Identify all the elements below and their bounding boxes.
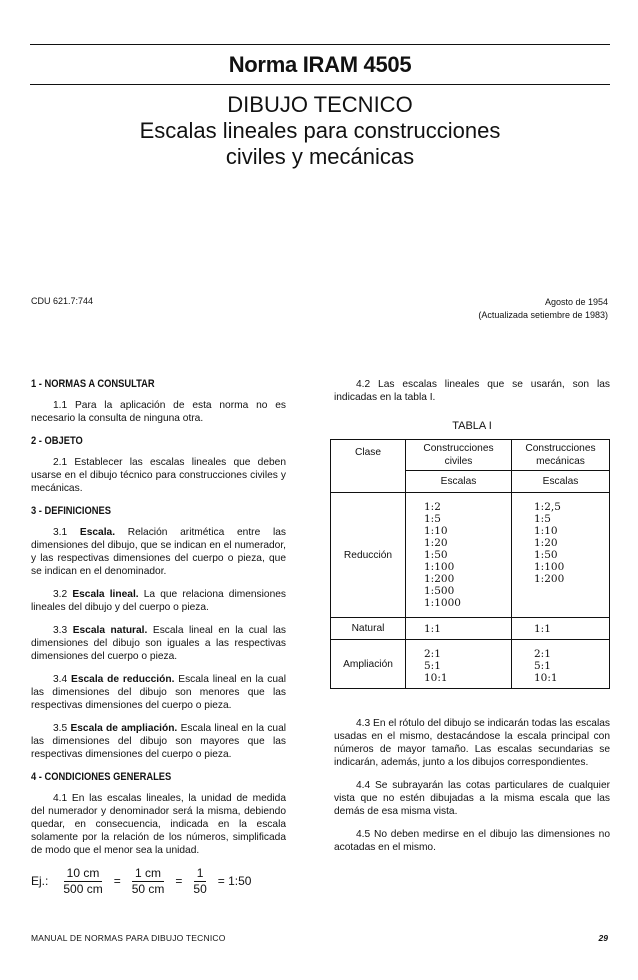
table-title: TABLA I — [452, 420, 492, 432]
definition-term: Escala. — [79, 527, 116, 538]
row-civiles-values — [406, 618, 512, 640]
definition-text: Escala lineal en la cual las dimensiones del dibujo son menores que las respectivas dimensiones del cuerpo o pieza. — [31, 674, 286, 711]
equals-sign: = — [175, 874, 183, 888]
scale-value: 1:5 — [534, 513, 551, 525]
scale-value: 1:50 — [534, 549, 558, 561]
example-result: = 1:50 — [217, 874, 252, 888]
scale-value: 1:200 — [424, 573, 455, 585]
scale-value: 10:1 — [534, 672, 558, 684]
scale-value: 2:1 — [424, 648, 441, 660]
page-number: 29 — [598, 933, 608, 943]
fraction-numerator: 10 cm — [64, 867, 103, 882]
norma-title: Norma IRAM 4505 — [228, 52, 412, 77]
definition-text: Escala lineal en la cual las dimensiones del dibujo son mayores que las respectivas dimensiones del cuerpo o pieza. — [31, 723, 287, 760]
table-header-row — [331, 440, 610, 471]
title-line-2: Escalas lineales para construcciones — [139, 118, 501, 143]
definition-3-4 — [31, 673, 286, 712]
paragraph-4-4: 4.4 Se subrayarán las cotas particulares de cualquier vista que no estén dibujadas a la misma escala que las demás de esa misma vista. — [334, 780, 610, 817]
fraction-1 — [60, 867, 105, 896]
section-3-title: 3 - DEFINICIONES — [31, 505, 112, 517]
date: Agosto de 1954 — [544, 297, 608, 307]
title-rule — [30, 84, 610, 85]
date-update: (Actualizada setiembre de 1983) — [478, 310, 608, 320]
scale-value: 1:1000 — [424, 597, 461, 609]
document-title — [30, 92, 610, 170]
row-mecanicas-values — [512, 493, 610, 618]
row-mecanicas-values — [512, 640, 610, 689]
row-clase: Reducción — [331, 493, 406, 618]
scale-value: 1:20 — [424, 537, 448, 549]
cdu-code: CDU 621.7:744 — [31, 296, 94, 306]
definition-term: Escala de reducción. — [71, 674, 175, 685]
scale-value: 1:2 — [424, 501, 441, 513]
scale-value: 1:2,5 — [534, 501, 561, 513]
definition-term: Escala lineal. — [72, 589, 139, 600]
scale-value: 2:1 — [534, 648, 551, 660]
scale-example — [31, 867, 286, 896]
definition-3-5 — [31, 722, 286, 761]
definition-number: 3.2 — [53, 589, 68, 600]
scale-value: 5:1 — [424, 660, 441, 672]
section-4-title: 4 - CONDICIONES GENERALES — [31, 771, 172, 783]
paragraph-4-1: 4.1 En las escalas lineales, la unidad de medida del numerador y denominador será la misma, debiendo quedar, en consecuencia, indicada en la escala solamente por la relación de los números, simplificada de modo que el menor sea la unidad. — [31, 793, 286, 856]
scale-value: 1:50 — [424, 549, 448, 561]
footer-manual-title: MANUAL DE NORMAS PARA DIBUJO TECNICO — [31, 933, 226, 943]
definition-text: Escala lineal en la cual las dimensiones del dibujo son iguales a las respectivas dimensiones del cuerpo o pieza. — [31, 625, 286, 662]
section-1-title: 1 - NORMAS A CONSULTAR — [31, 378, 155, 390]
row-civiles-values — [406, 493, 512, 618]
definition-number: 3.4 — [53, 674, 68, 685]
paragraph-4-3: 4.3 En el rótulo del dibujo se indicarán todas las escalas usadas en el mismo, destacándose la escala principal con números de mayor tamaño. Las escalas secundarias se indicarán, además, junto a los dibujos correspondientes. — [334, 718, 610, 768]
table-row — [331, 618, 610, 640]
scale-value: 1:5 — [424, 513, 441, 525]
scale-value: 1:20 — [534, 537, 558, 549]
example-label: Ej.: — [31, 874, 49, 888]
row-civiles-values — [406, 640, 512, 689]
table-row — [331, 640, 610, 689]
fraction-denominator: 50 — [193, 882, 207, 896]
fraction-numerator: 1 cm — [132, 867, 164, 882]
subheader-civiles: Escalas — [406, 471, 512, 493]
scale-value: 1:1 — [534, 622, 551, 635]
table-row — [331, 493, 610, 618]
definition-term: Escala de ampliación. — [70, 723, 178, 734]
scale-value: 1:100 — [424, 561, 455, 573]
paragraph-2-1: 2.1 Establecer las escalas lineales que deben usarse en el dibujo técnico para construcciones civiles y mecánicas. — [31, 457, 286, 494]
scale-value: 1:100 — [534, 561, 565, 573]
right-column — [334, 378, 610, 864]
paragraph-1-1: 1.1 Para la aplicación de esta norma no es necesario la consulta de ninguna otra. — [31, 400, 286, 424]
paragraph-4-2: 4.2 Las escalas lineales que se usarán, son las indicadas en la tabla I. — [334, 379, 610, 403]
scale-value: 1:10 — [424, 525, 448, 537]
top-rule — [30, 44, 610, 45]
scale-value: 1:10 — [534, 525, 558, 537]
row-mecanicas-values — [512, 618, 610, 640]
scale-value: 1:1 — [424, 622, 441, 635]
header-civiles: Construcciones civiles — [406, 440, 512, 471]
left-column — [31, 378, 286, 896]
title-line-1: DIBUJO TECNICO — [227, 92, 413, 117]
definition-number: 3.3 — [53, 625, 68, 636]
fraction-numerator: 1 — [194, 867, 207, 882]
header-mecanicas: Construcciones mecánicas — [512, 440, 610, 471]
definition-number: 3.5 — [53, 723, 68, 734]
scale-value: 1:500 — [424, 585, 455, 597]
scale-value: 10:1 — [424, 672, 448, 684]
definition-number: 3.1 — [53, 527, 68, 538]
fraction-denominator: 50 cm — [131, 882, 165, 896]
definition-text: La que relaciona dimensiones lineales del dibujo y del cuerpo o pieza. — [31, 589, 286, 613]
definition-3-1 — [31, 526, 286, 578]
fraction-denominator: 500 cm — [63, 882, 103, 896]
title-line-3: civiles y mecánicas — [225, 144, 415, 169]
subheader-mecanicas: Escalas — [512, 471, 610, 493]
header-clase: Clase — [331, 440, 406, 493]
paragraph-4-5: 4.5 No deben medirse en el dibujo las dimensiones no acotadas en el mismo. — [334, 829, 610, 853]
equals-sign: = — [113, 874, 121, 888]
scale-value: 1:200 — [534, 573, 565, 585]
row-clase: Ampliación — [331, 640, 406, 689]
definition-term: Escala natural. — [72, 625, 148, 636]
scales-table — [330, 439, 610, 689]
definition-text: Relación aritmética entre las dimensiones del dibujo, que se indican en el numerador, y las respectivas dimensiones del cuerpo o pieza, que se indican en el denominador. — [31, 527, 286, 577]
fraction-2 — [129, 867, 168, 896]
scale-value: 5:1 — [534, 660, 551, 672]
date-block — [478, 296, 608, 322]
definition-3-2 — [31, 588, 286, 614]
definition-3-3 — [31, 624, 286, 663]
row-clase: Natural — [331, 618, 406, 640]
fraction-3 — [190, 867, 209, 896]
section-2-title: 2 - OBJETO — [31, 435, 83, 447]
